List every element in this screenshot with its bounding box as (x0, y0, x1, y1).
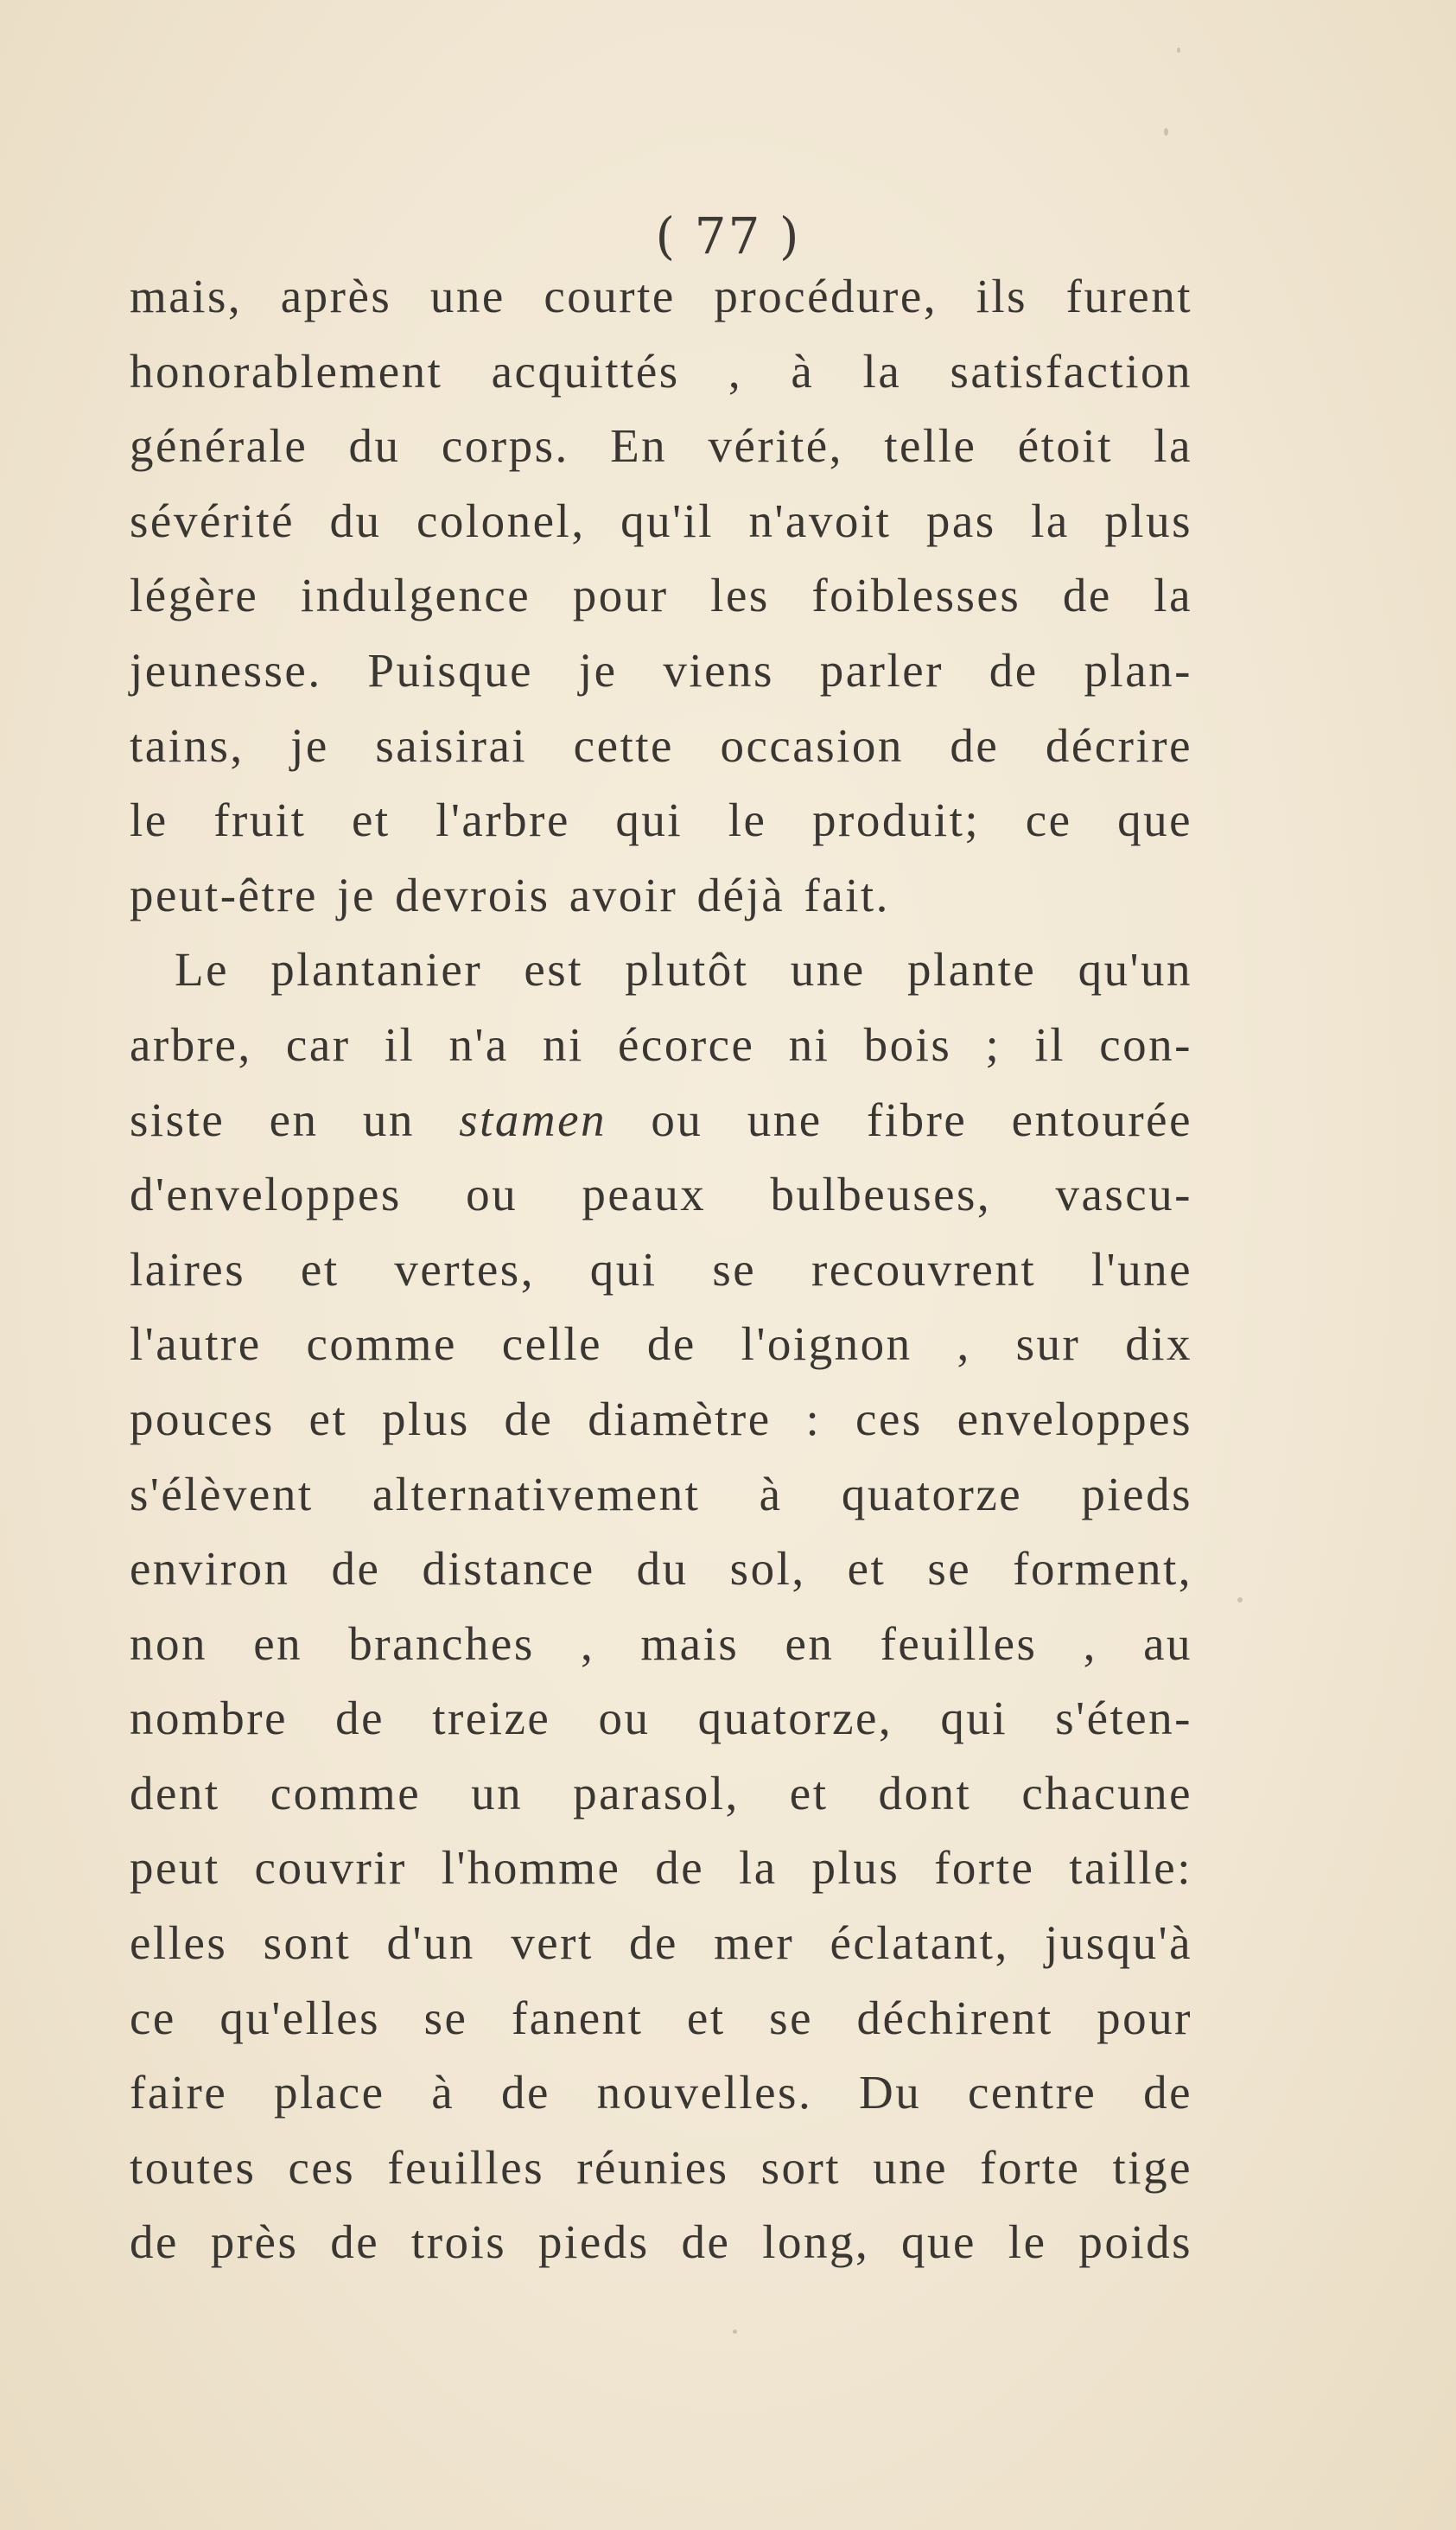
text-line: tains, je saisirai cette occasion de décrire (130, 718, 1192, 772)
page-number: ( 77 ) (655, 207, 801, 265)
text-line: générale du corps. En vérité, telle étoit la (130, 419, 1192, 473)
text-line: elles sont d'un vert de mer éclatant, jusqu'à (130, 1916, 1192, 1970)
text-line: non en branches , mais en feuilles , au (130, 1616, 1192, 1670)
text-line: ce qu'elles se fanent et se déchirent pour (130, 1991, 1192, 2044)
text-segment: siste en un (130, 1093, 415, 1146)
text-segment: ou une fibre entourée (651, 1093, 1192, 1146)
text-line: jeunesse. Puisque je viens parler de plan- (130, 643, 1192, 697)
paper-spot (1237, 1597, 1243, 1603)
text-line: toutes ces feuilles réunies sort une forte tige (130, 2140, 1192, 2194)
text-line: l'autre comme celle de l'oignon , sur dix (130, 1317, 1192, 1371)
text-line: mais, après une courte procédure, ils furent (130, 270, 1192, 322)
text-line: environ de distance du sol, et se forment, (130, 1542, 1192, 1596)
text-line: s'élèvent alternativement à quatorze pieds (130, 1467, 1192, 1520)
text-line: sévérité du colonel, qu'il n'avoit pas la plus (130, 494, 1192, 547)
text-line: arbre, car il n'a ni écorce ni bois ; il con- (130, 1017, 1192, 1071)
text-line: nombre de treize ou quatorze, qui s'éten- (130, 1692, 1192, 1745)
text-line: pouces et plus de diamètre : ces enveloppes (130, 1392, 1192, 1445)
paper-spot (1177, 48, 1180, 53)
text-line: Le plantanier est plutôt une plante qu'un (175, 943, 1192, 997)
italic-term: stamen (459, 1093, 607, 1146)
text-line: le fruit et l'arbre qui le produit; ce que (130, 793, 1192, 847)
text-line: laires et vertes, qui se recouvrent l'une (130, 1242, 1192, 1296)
text-line: peut couvrir l'homme de la plus forte taille: (130, 1841, 1192, 1895)
paper-spot (1164, 128, 1168, 136)
text-line: dent comme un parasol, et dont chacune (130, 1766, 1192, 1819)
text-line: de près de trois pieds de long, que le poids (130, 2215, 1192, 2269)
body-text (130, 259, 1192, 2280)
paper-spot (733, 2329, 737, 2334)
text-line: faire place à de nouvelles. Du centre de (130, 2066, 1192, 2119)
text-line: peut-être je devrois avoir déjà fait. (130, 868, 890, 921)
text-line: légère indulgence pour les foiblesses de la (130, 569, 1192, 622)
text-line: honorablement acquittés , à la satisfaction (130, 344, 1192, 398)
text-line: d'enveloppes ou peaux bulbeuses, vascu- (130, 1168, 1192, 1221)
text-line (130, 1083, 1192, 1158)
